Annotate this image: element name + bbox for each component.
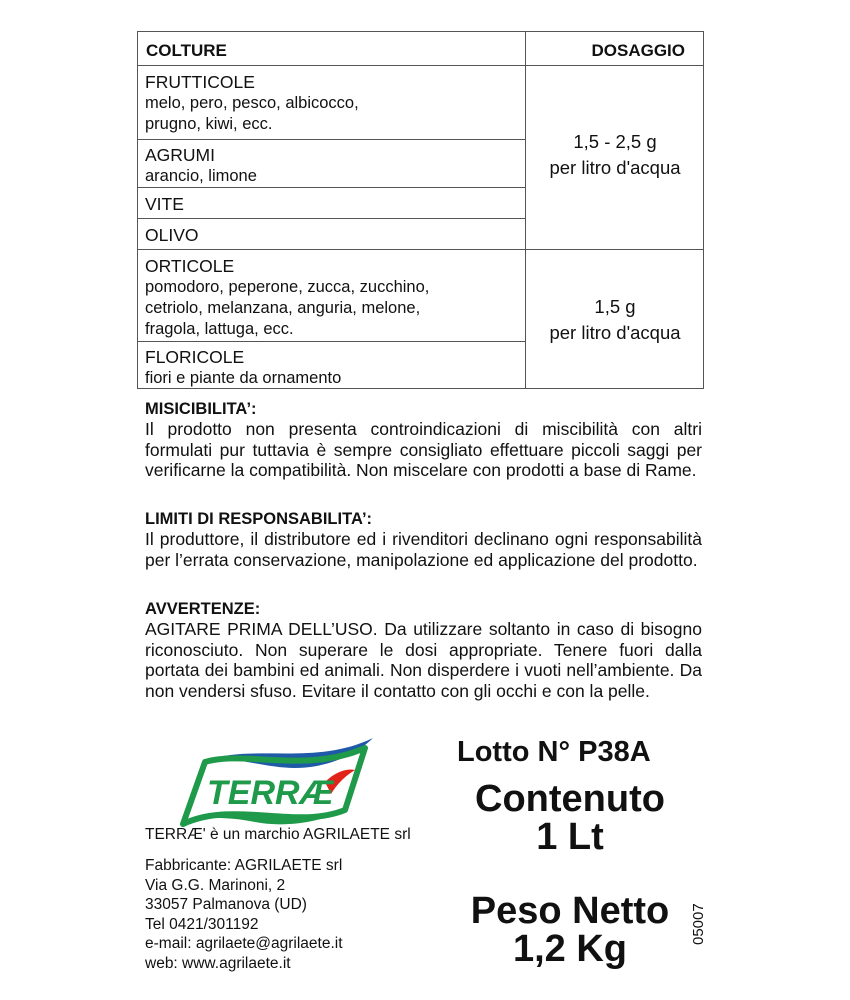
crop-detail: fiori e piante da ornamento [145,369,342,387]
table-divider [138,218,525,219]
dose-value: 1,5 - 2,5 g [573,131,657,152]
content-label: Contenuto [475,778,665,820]
crop-detail: arancio, limone [145,167,257,185]
dose-cell [526,294,704,346]
crop-detail: prugno, kiwi, ecc. [145,115,273,133]
table-divider [138,249,703,250]
table-header-colture: COLTURE [146,41,227,60]
table-row [145,72,520,135]
dosage-table [137,31,704,389]
manufacturer-phone: Tel 0421/301192 [145,915,259,933]
product-code: 05007 [690,903,707,945]
crop-title: VITE [145,194,184,214]
manufacturer-street: Via G.G. Marinoni, 2 [145,876,286,894]
crop-title: FRUTTICOLE [145,72,255,92]
table-row [145,225,520,246]
manufacturer-web: web: www.agrilaete.it [145,954,291,972]
crop-detail: pomodoro, peperone, zucca, zucchino, [145,278,430,296]
brand-caption: TERRÆ' è un marchio AGRILAETE srl [145,826,411,843]
dose-unit: per litro d'acqua [549,157,681,178]
dose-cell [526,129,704,181]
content-value: 1 Lt [536,816,604,858]
table-divider [138,187,525,188]
table-row [145,194,520,215]
section-title: LIMITI DI RESPONSABILITA’: [145,510,373,528]
dose-value: 1,5 g [594,296,636,317]
crop-title: ORTICOLE [145,256,235,276]
manufacturer-name: Fabbricante: AGRILAETE srl [145,857,343,874]
crop-detail: cetriolo, melanzana, anguria, melone, [145,299,421,317]
section-title: MISICIBILITA’: [145,400,257,418]
crop-title: OLIVO [145,225,199,245]
crop-detail: fragola, lattuga, ecc. [145,320,294,338]
table-divider [138,341,525,342]
table-header-dosaggio: DOSAGGIO [591,41,685,60]
section-title: AVVERTENZE: [145,600,261,618]
dose-unit: per litro d'acqua [549,322,681,343]
crop-title: FLORICOLE [145,347,245,367]
table-row [145,145,520,187]
crop-title: AGRUMI [145,145,215,165]
table-divider [138,139,525,140]
section-avvertenze [145,599,702,701]
section-miscibilita [145,399,702,481]
section-limiti [145,509,702,570]
net-weight-value: 1,2 Kg [512,928,628,970]
section-text: Il prodotto non presenta controindicazioni di miscibilità con altri formulati pur tuttavia è sempre consigliato effettuare piccoli saggi per verificarne la compatibilità. Non miscelare con prodotti a base di Rame. [145,419,702,480]
manufacturer-info [145,856,343,973]
section-text: Il produttore, il distributore ed i rivenditori declinano ogni responsabilità per l’errata conservazione, manipolazione ed applicazione del prodotto. [145,529,702,570]
terrae-logo [175,738,375,828]
manufacturer-email: e-mail: agrilaete@agrilaete.it [145,935,343,952]
net-weight-label: Peso Netto [470,890,670,932]
terrae-logo-graphic [175,738,375,828]
section-text: AGITARE PRIMA DELL’USO. Da utilizzare soltanto in caso di bisogno riconosciuto. Non superare le dosi appropriate. Tenere fuori dalla portata dei bambini ed animali. Non disperdere i vuoti nell’ambiente. Da non vendersi sfuso. Evitare il contatto con gli occhi e con la pelle. [145,619,702,701]
table-row [145,347,520,389]
table-divider [138,65,703,66]
lot-number: Lotto N° P38A [457,736,651,768]
logo-wordmark: TERRÆ [207,774,334,812]
table-row [145,256,520,340]
crop-detail: melo, pero, pesco, albicocco, [145,94,359,112]
manufacturer-city: 33057 Palmanova (UD) [145,896,307,913]
